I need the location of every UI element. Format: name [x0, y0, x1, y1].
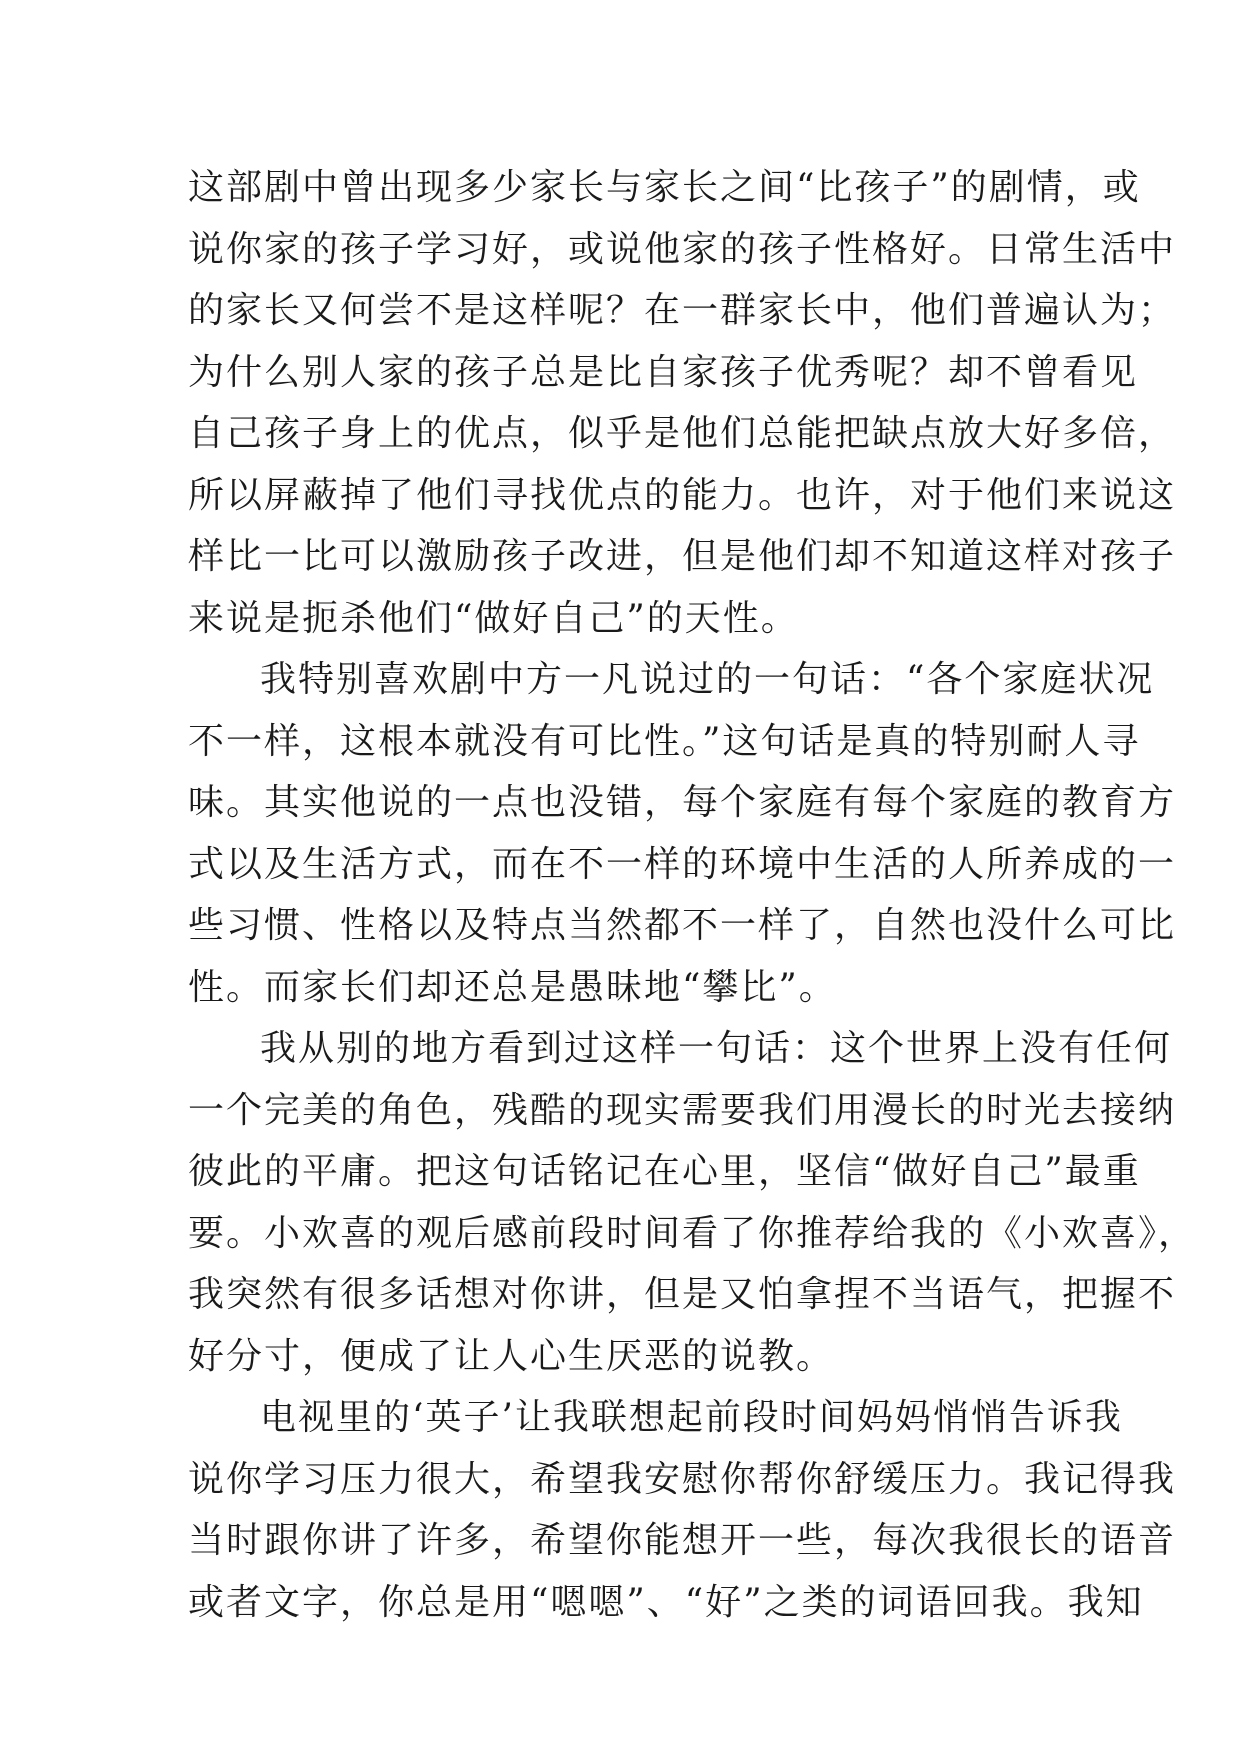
text-line: 说你学习压力很大，希望我安慰你帮你舒缓压力。我记得我: [188, 1458, 1177, 1500]
text-line: 性。而家长们却还总是愚昧地“攀比”。: [188, 966, 837, 1008]
text-line: 电视里的‘英子’让我联想起前段时间妈妈悄悄告诉我: [260, 1397, 1123, 1438]
text-line: 自己孩子身上的优点，似乎是他们总能把缺点放大好多倍，: [188, 413, 1177, 454]
body-text: [188, 157, 1197, 1633]
text-line: 的家长又何尝不是这样呢？在一群家长中，他们普遍认为；: [188, 290, 1177, 331]
text-line: 式以及生活方式，而在不一样的环境中生活的人所养成的一: [188, 843, 1177, 885]
text-line: 样比一比可以激励孩子改进，但是他们却不知道这样对孩子: [188, 536, 1177, 577]
text-line: 不一样，这根本就没有可比性。”这句话是真的特别耐人寻: [188, 720, 1141, 762]
text-line: 来说是扼杀他们“做好自己”的天性。: [188, 597, 799, 639]
text-line: 我特别喜欢剧中方一凡说过的一句话：“各个家庭状况: [260, 659, 1155, 700]
text-line: 或者文字，你总是用“嗯嗯”、“好”之类的词语回我。我知: [188, 1581, 1144, 1623]
text-line: 这部剧中曾出现多少家长与家长之间“比孩子”的剧情，或: [188, 167, 1141, 208]
text-line: 我从别的地方看到过这样一句话：这个世界上没有任何: [260, 1028, 1173, 1069]
text-line: 要。小欢喜的观后感前段时间看了你推荐给我的《小欢喜》，: [188, 1212, 1197, 1254]
text-line: 说你家的孩子学习好，或说他家的孩子性格好。日常生活中: [188, 228, 1177, 270]
text-line: 一个完美的角色，残酷的现实需要我们用漫长的时光去接纳: [188, 1089, 1177, 1131]
text-line: 当时跟你讲了许多，希望你能想开一些，每次我很长的语音: [188, 1520, 1177, 1561]
text-line: 好分寸，便成了让人心生厌恶的说教。: [188, 1335, 835, 1377]
text-line: 味。其实他说的一点也没错，每个家庭有每个家庭的教育方: [188, 782, 1177, 823]
text-line: 些习惯、性格以及特点当然都不一样了，自然也没什么可比: [188, 905, 1177, 946]
text-line: 彼此的平庸。把这句话铭记在心里，坚信“做好自己”最重: [188, 1151, 1141, 1192]
text-line: 我突然有很多话想对你讲，但是又怕拿捏不当语气，把握不: [188, 1274, 1177, 1315]
text-line: 为什么别人家的孩子总是比自家孩子优秀呢？却不曾看见: [188, 351, 1139, 393]
text-line: 所以屏蔽掉了他们寻找优点的能力。也许，对于他们来说这: [188, 474, 1177, 516]
